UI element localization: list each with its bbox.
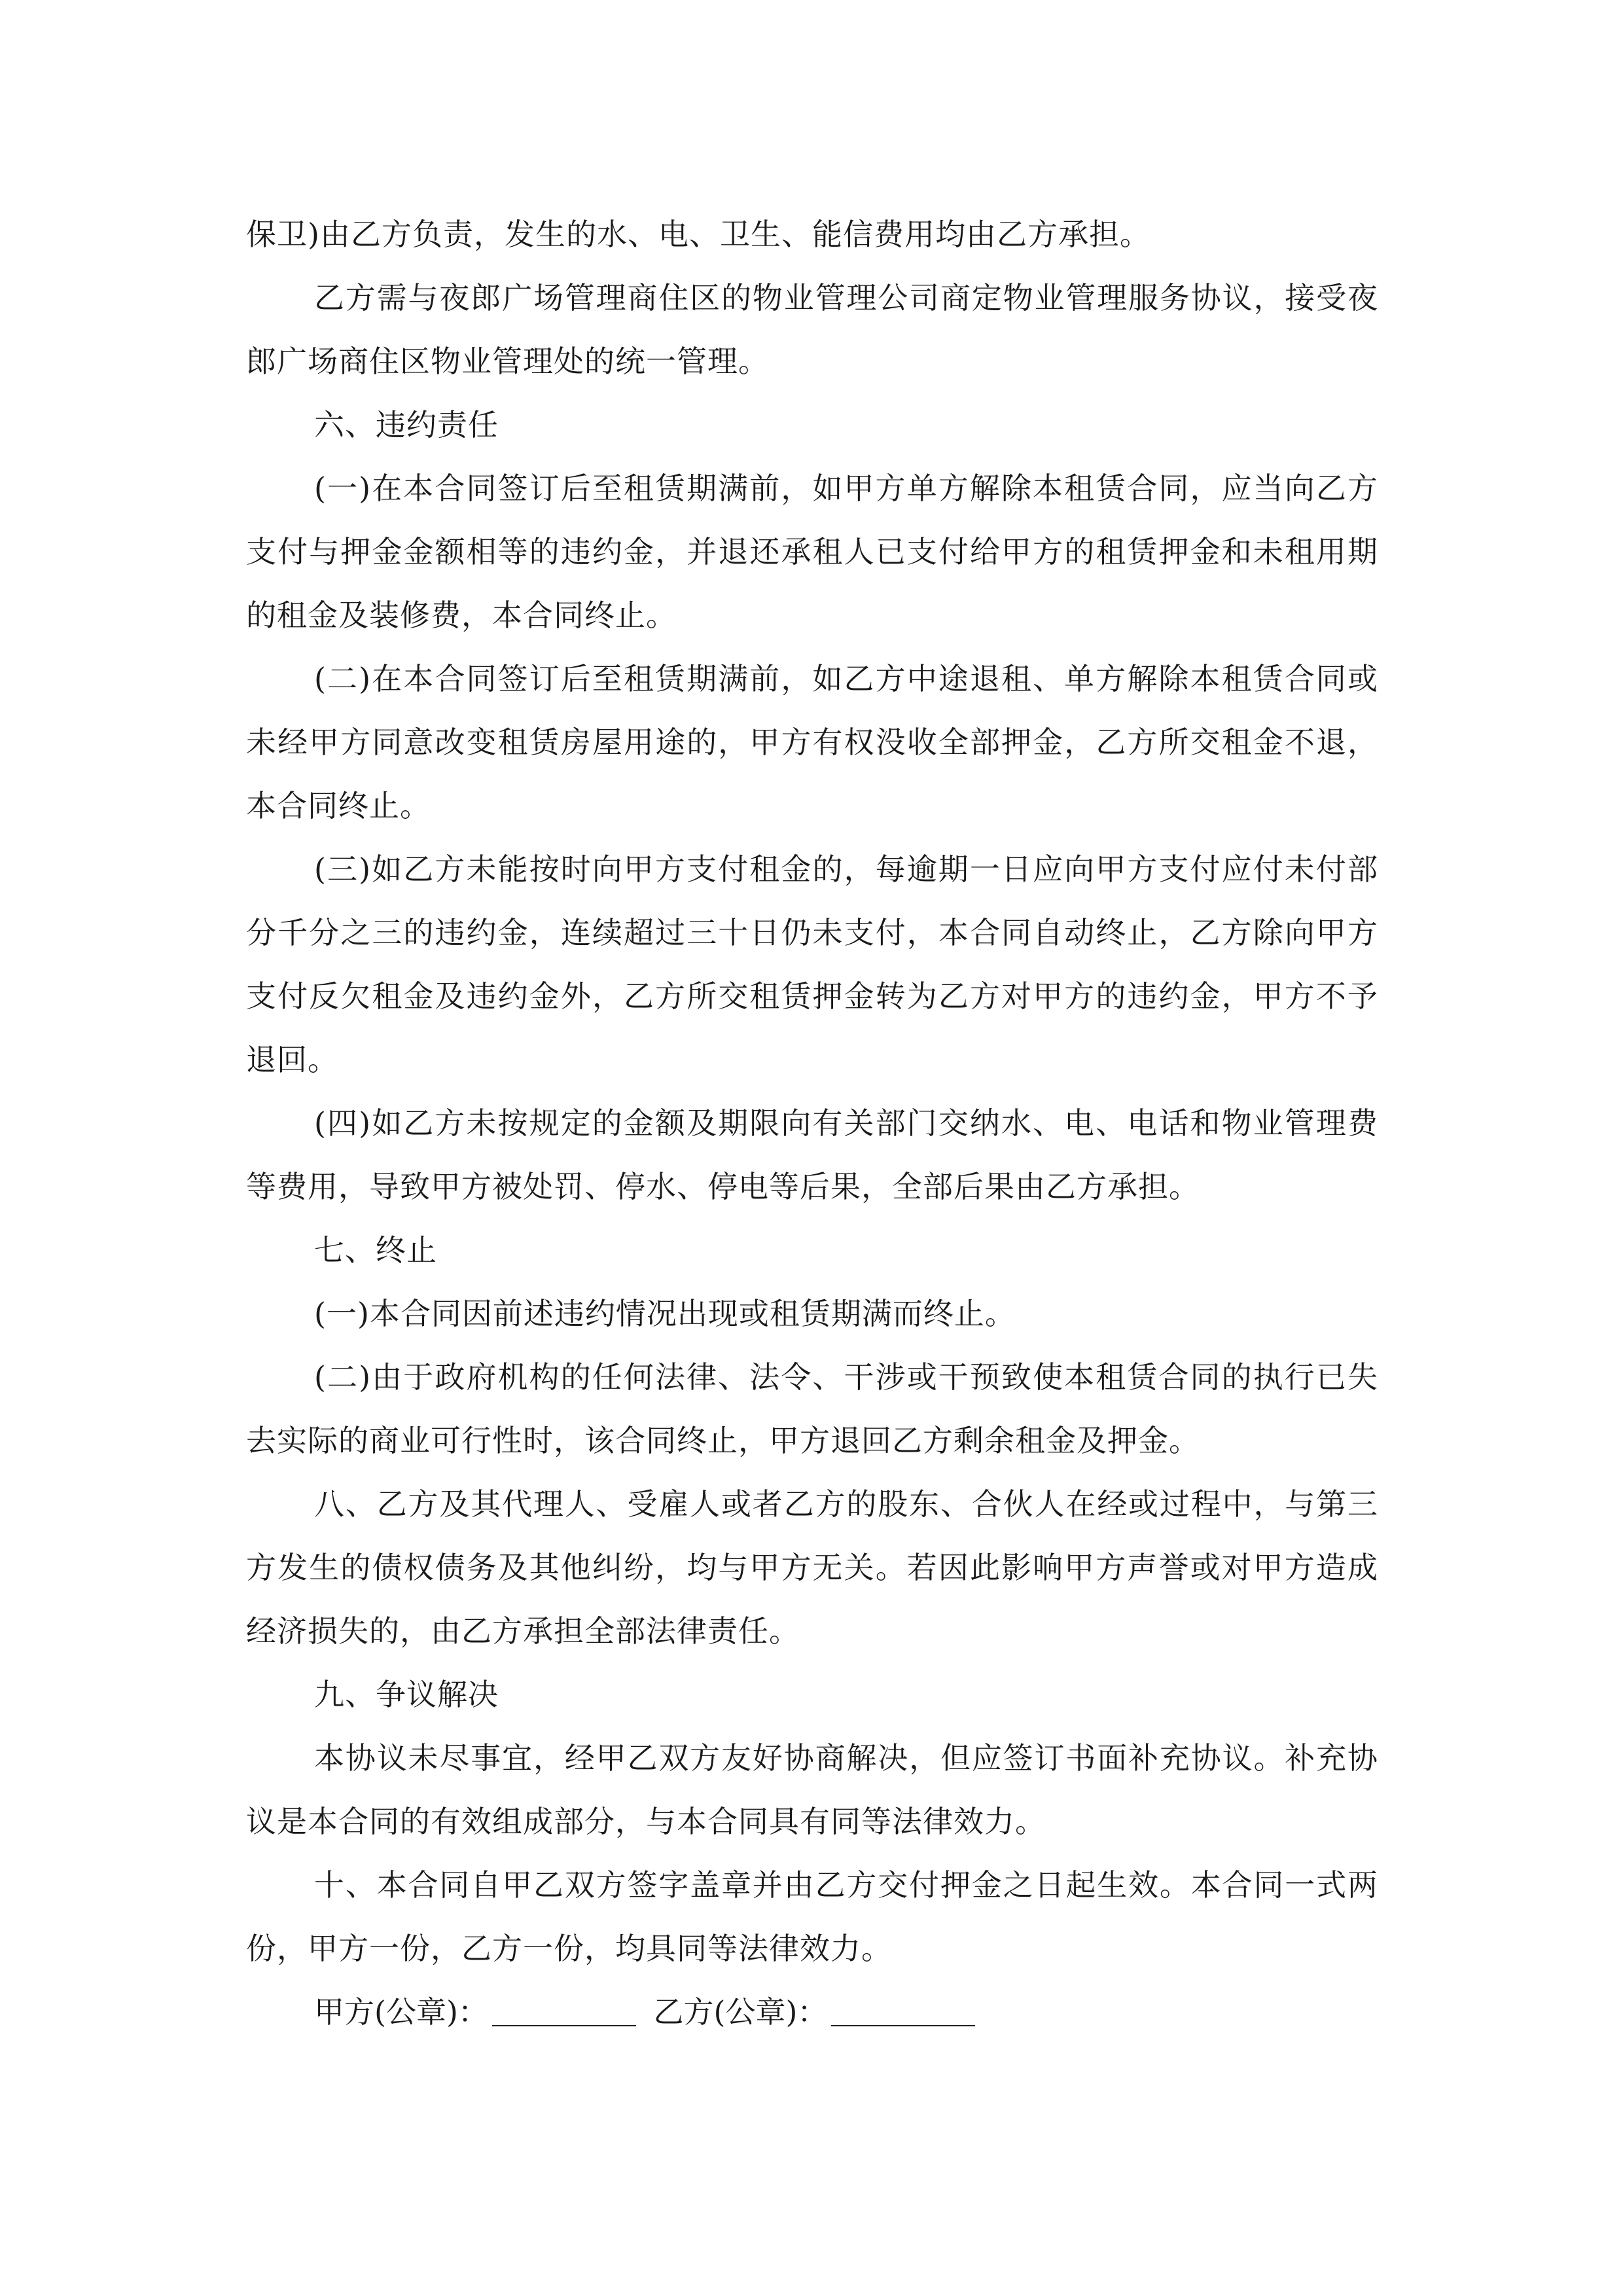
party-b-signature-blank bbox=[831, 1986, 975, 2026]
clause-6-3: (三)如乙方未能按时向甲方支付租金的，每逾期一日应向甲方支付应付未付部分千分之三的违约金，连续超过三十日仍未支付，本合同自动终止，乙方除向甲方支付反欠租金及违约金外，乙方所交租赁押金转为乙方对甲方的违约金，甲方不予退回。 bbox=[246, 852, 1378, 1077]
signature-row bbox=[246, 1981, 1378, 2044]
party-a-seal-label: 甲方(公章)： bbox=[314, 1994, 488, 2030]
section-10-effectiveness: 十、本合同自甲乙双方签字盖章并由乙方交付押金之日起生效。本合同一式两份，甲方一份，乙方一份，均具同等法律效力。 bbox=[246, 1867, 1378, 1966]
section-heading-termination: 七、终止 bbox=[314, 1232, 437, 1268]
section-heading-breach-liability: 六、违约责任 bbox=[314, 407, 499, 442]
clause-9-body: 本协议未尽事宜，经甲乙双方友好协商解决，但应签订书面补充协议。补充协议是本合同的有效组成部分，与本合同具有同等法律效力。 bbox=[246, 1740, 1378, 1839]
clause-7-2: (二)由于政府机构的任何法律、法令、干涉或干预致使本租赁合同的执行已失去实际的商业可行性时，该合同终止，甲方退回乙方剩余租金及押金。 bbox=[246, 1359, 1378, 1458]
party-a-signature-blank bbox=[492, 1986, 636, 2026]
document-page bbox=[246, 203, 1378, 2044]
section-heading-dispute-resolution: 九、争议解决 bbox=[314, 1677, 499, 1712]
clause-6-1: (一)在本合同签订后至租赁期满前，如甲方单方解除本租赁合同，应当向乙方支付与押金金额相等的违约金，并退还承租人已支付给甲方的租赁押金和未租用期的租金及装修费，本合同终止。 bbox=[246, 471, 1378, 633]
clause-7-1: (一)本合同因前述违约情况出现或租赁期满而终止。 bbox=[314, 1296, 1016, 1331]
section-8-third-party-disputes: 八、乙方及其代理人、受雇人或者乙方的股东、合伙人在经或过程中，与第三方发生的债权债务及其他纠纷，均与甲方无关。若因此影响甲方声誉或对甲方造成经济损失的，由乙方承担全部法律责任。 bbox=[246, 1486, 1378, 1649]
clause-6-2: (二)在本合同签订后至租赁期满前，如乙方中途退租、单方解除本租赁合同或未经甲方同意改变租赁房屋用途的，甲方有权没收全部押金，乙方所交租金不退，本合同终止。 bbox=[246, 661, 1378, 823]
party-b-seal-label: 乙方(公章)： bbox=[653, 1994, 828, 2030]
clause-6-4: (四)如乙方未按规定的金额及期限向有关部门交纳水、电、电话和物业管理费等费用，导致甲方被处罚、停水、停电等后果，全部后果由乙方承担。 bbox=[246, 1105, 1378, 1204]
paragraph-property-management: 乙方需与夜郎广场管理商住区的物业管理公司商定物业管理服务协议，接受夜郎广场商住区物业管理处的统一管理。 bbox=[246, 280, 1378, 379]
paragraph-continuation: 保卫)由乙方负责，发生的水、电、卫生、能信费用均由乙方承担。 bbox=[246, 217, 1150, 252]
